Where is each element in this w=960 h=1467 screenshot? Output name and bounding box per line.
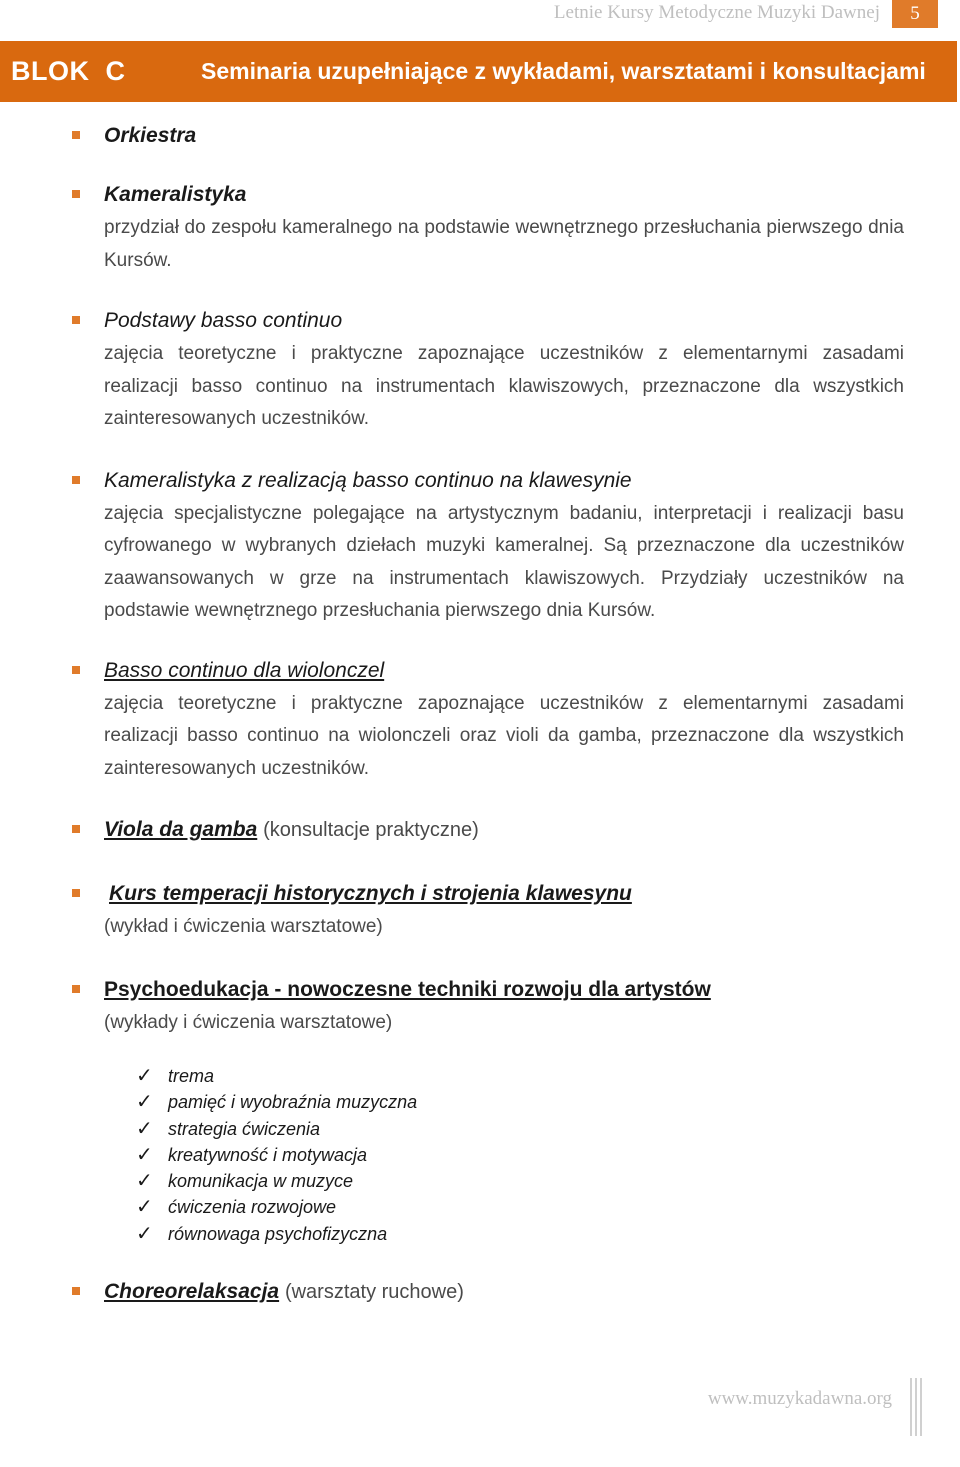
item-title: Viola da gamba: [104, 818, 258, 841]
content: [0, 119, 960, 1309]
bullet-icon: [72, 131, 80, 139]
banner-code: BLOK C: [11, 56, 126, 86]
checklist-label: kreatywność i motywacja: [168, 1144, 368, 1165]
item-title: Psychoedukacja - nowoczesne techniki rozwoju dla artystów: [104, 977, 711, 1001]
checklist-item: [136, 1168, 960, 1194]
checklist-label: komunikacja w muzyce: [168, 1171, 354, 1192]
item-description: zajęcia specjalistyczne polegające na artystycznym badaniu, interpretacji i realizacji basu cyfrowanego w wybranych dziełach muzyki kameralnej. Są przeznaczone dla uczestników zaawansowanych w grze na instrumentach klawiszowych. Przydziały uczestników na podstawie wewnętrznego przesłuchania pierwszego dnia Kursów.: [104, 502, 904, 621]
checkmark-icon: ✓: [136, 1065, 153, 1087]
checklist: [0, 1063, 960, 1247]
checklist-item: [136, 1063, 960, 1089]
checkmark-icon: ✓: [136, 1091, 153, 1114]
checklist-label: równowaga psychofizyczna: [168, 1223, 388, 1244]
item-subtitle: (warsztaty ruchowe): [284, 1281, 464, 1304]
list-item-kurs-temperacji: [0, 877, 960, 944]
item-title: Kurs temperacji historycznych i strojenia klawesynu: [109, 882, 632, 905]
list-item-kameralistyka-basso-continuo: [0, 464, 960, 628]
banner-title: Seminaria uzupełniające z wykładami, warsztatami i konsultacjami: [201, 58, 926, 84]
item-title: Kameralistyka z realizacją basso continuo na klawesynie: [104, 468, 632, 492]
footer-rule: [910, 1378, 912, 1436]
checklist-item: [136, 1089, 960, 1115]
checklist-label: strategia ćwiczenia: [168, 1118, 321, 1139]
list-item-viola-da-gamba: [0, 813, 960, 847]
checklist-label: pamięć i wyobraźnia muzyczna: [168, 1092, 418, 1113]
item-title: Orkiestra: [104, 124, 197, 147]
footer-rule: [915, 1378, 917, 1436]
list-item-choreorelaksacja: [0, 1275, 960, 1309]
list-item-kameralistyka: [0, 178, 960, 277]
item-title-line: [104, 1275, 904, 1309]
item-description: (wykłady i ćwiczenia warsztatowe): [104, 1011, 393, 1033]
footer-rule: [920, 1378, 922, 1436]
list-item-podstawy-basso-continuo: [0, 304, 960, 436]
checklist-label: ćwiczenia rozwojowe: [168, 1197, 337, 1218]
checklist-item: [136, 1194, 960, 1220]
item-description: zajęcia teoretyczne i praktyczne zapoznające uczestników z elementarnymi zasadami realizacji basso continuo na wiolonczeli oraz violi da gamba, przeznaczone dla wszystkich zainteresowanych uczestników.: [104, 692, 904, 779]
bullet-icon: [72, 476, 80, 484]
bullet-icon: [72, 825, 80, 833]
item-description: zajęcia teoretyczne i praktyczne zapoznające uczestników z elementarnymi zasadami realizacji basso continuo na instrumentach klawiszowych, przeznaczone dla wszystkich zainteresowanych uczestników.: [104, 343, 904, 429]
item-title: Choreorelaksacja: [104, 1280, 280, 1304]
item-title: Kameralistyka: [104, 183, 247, 206]
list-item-basso-continuo-wiolonczel: [0, 654, 960, 786]
item-title: Basso continuo dla wiolonczel: [104, 658, 385, 682]
bullet-icon: [72, 316, 80, 324]
page-number: 5: [892, 0, 938, 28]
bullet-icon: [72, 889, 80, 897]
item-title-line: [104, 813, 904, 847]
checklist-item: [136, 1221, 960, 1247]
item-description: przydział do zespołu kameralnego na podstawie wewnętrznego przesłuchania pierwszego dnia Kursów.: [104, 217, 904, 271]
list-item-psychoedukacja: [0, 973, 960, 1040]
bullet-icon: [72, 666, 80, 674]
section-banner: [0, 41, 957, 102]
checkmark-icon: ✓: [136, 1170, 153, 1193]
checkmark-icon: ✓: [136, 1222, 153, 1245]
checklist-label: trema: [168, 1066, 215, 1086]
list-item-orkiestra: [0, 119, 960, 153]
bullet-icon: [72, 985, 80, 993]
bullet-icon: [72, 1287, 80, 1295]
checkmark-icon: ✓: [136, 1196, 153, 1219]
checkmark-icon: ✓: [136, 1117, 153, 1140]
item-subtitle: (konsultacje praktyczne): [263, 819, 479, 841]
checklist-item: [136, 1116, 960, 1142]
checklist-item: [136, 1142, 960, 1168]
bullet-icon: [72, 190, 80, 198]
checkmark-icon: ✓: [136, 1143, 153, 1166]
item-description: (wykład i ćwiczenia warsztatowe): [104, 916, 383, 937]
running-header: Letnie Kursy Metodyczne Muzyki Dawnej: [553, 2, 880, 23]
footer-url[interactable]: www.muzykadawna.org: [707, 1388, 892, 1409]
item-title: Podstawy basso continuo: [104, 309, 343, 332]
